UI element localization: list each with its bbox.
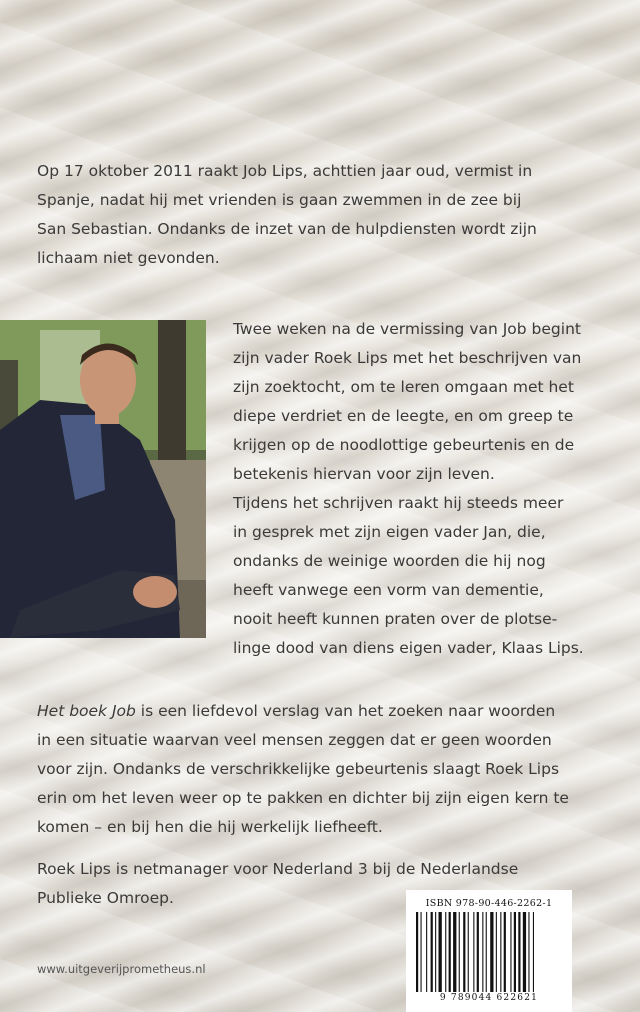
- barcode-bar: [533, 912, 534, 992]
- barcode-bar: [439, 912, 442, 992]
- barcode-digits: 9 789044 622621: [439, 993, 539, 1003]
- cover-text-second: [233, 315, 623, 489]
- barcode-bars: [416, 912, 562, 992]
- barcode-bar: [518, 912, 520, 992]
- barcode-bar: [426, 912, 427, 992]
- text-line: heeft vanwege een vorm van dementie,: [233, 581, 544, 599]
- barcode-bar: [449, 912, 451, 992]
- text-line: betekenis hiervan voor zijn leven.: [233, 465, 495, 483]
- author-photo: [0, 320, 206, 638]
- barcode-bar: [504, 912, 506, 992]
- barcode-bar: [468, 912, 469, 992]
- barcode-bar: [482, 912, 483, 992]
- text-line: Roek Lips is netmanager voor Nederland 3 bij de Nederlandse: [37, 860, 519, 878]
- barcode: [406, 890, 572, 1012]
- text-line: nooit heeft kunnen praten over de plotse-: [233, 610, 558, 628]
- text-line: Tijdens het schrijven raakt hij steeds meer: [233, 494, 564, 512]
- text-line: Op 17 oktober 2011 raakt Job Lips, achttien jaar oud, vermist in: [37, 162, 533, 180]
- barcode-bar: [416, 912, 418, 992]
- text-line: linge dood van diens eigen vader, Klaas Lips.: [233, 639, 584, 657]
- barcode-bar: [528, 912, 529, 992]
- barcode-bar: [453, 912, 456, 992]
- text-line: Publieke Omroep.: [37, 889, 174, 907]
- barcode-bar: [510, 912, 511, 992]
- text-line: krijgen op de noodlottige gebeurtenis en de: [233, 436, 575, 454]
- barcode-bar: [490, 912, 493, 992]
- barcode-bar: [445, 912, 446, 992]
- cover-text-intro: [37, 157, 597, 273]
- text-line: Spanje, nadat hij met vrienden is gaan zwemmen in de zee bij: [37, 191, 522, 209]
- barcode-bar: [459, 912, 460, 992]
- cover-text-fourth: [37, 697, 617, 842]
- text-line: ondanks de weinige woorden die hij nog: [233, 552, 546, 570]
- text-line: erin om het leven weer op te pakken en dichter bij zijn eigen kern te: [37, 789, 569, 807]
- barcode-bar: [523, 912, 526, 992]
- text-line: in gesprek met zijn eigen vader Jan, die,: [233, 523, 546, 541]
- text-line: [37, 697, 617, 726]
- cover-text-third: [233, 489, 633, 663]
- barcode-bar: [486, 912, 487, 992]
- text-fragment: is een liefdevol verslag van het zoeken naar woorden: [135, 702, 556, 720]
- book-title: Het boek Job: [37, 702, 136, 720]
- text-line: voor zijn. Ondanks de verschrikkelijke gebeurtenis slaagt Roek Lips: [37, 760, 560, 778]
- barcode-bar: [421, 912, 422, 992]
- barcode-bar: [477, 912, 479, 992]
- barcode-bar: [514, 912, 516, 992]
- isbn-label: ISBN 978-90-446-2262-1: [425, 898, 553, 909]
- barcode-bar: [435, 912, 436, 992]
- barcode-bar: [431, 912, 433, 992]
- text-line: zijn zoektocht, om te leren omgaan met het: [233, 378, 574, 396]
- text-line: San Sebastian. Ondanks de inzet van de hulpdiensten wordt zijn: [37, 220, 537, 238]
- text-line: diepe verdriet en de leegte, en om greep te: [233, 407, 574, 425]
- publisher-url[interactable]: www.uitgeverijprometheus.nl: [37, 962, 206, 976]
- barcode-bar: [463, 912, 465, 992]
- text-line: zijn vader Roek Lips met het beschrijven van: [233, 349, 582, 367]
- text-line: komen – en bij hen die hij werkelijk liefheeft.: [37, 818, 383, 836]
- text-line: in een situatie waarvan veel mensen zeggen dat er geen woorden: [37, 731, 552, 749]
- text-line: lichaam niet gevonden.: [37, 249, 220, 267]
- barcode-bar: [496, 912, 497, 992]
- text-line: Twee weken na de vermissing van Job begint: [233, 320, 581, 338]
- barcode-bar: [473, 912, 474, 992]
- barcode-bar: [500, 912, 501, 992]
